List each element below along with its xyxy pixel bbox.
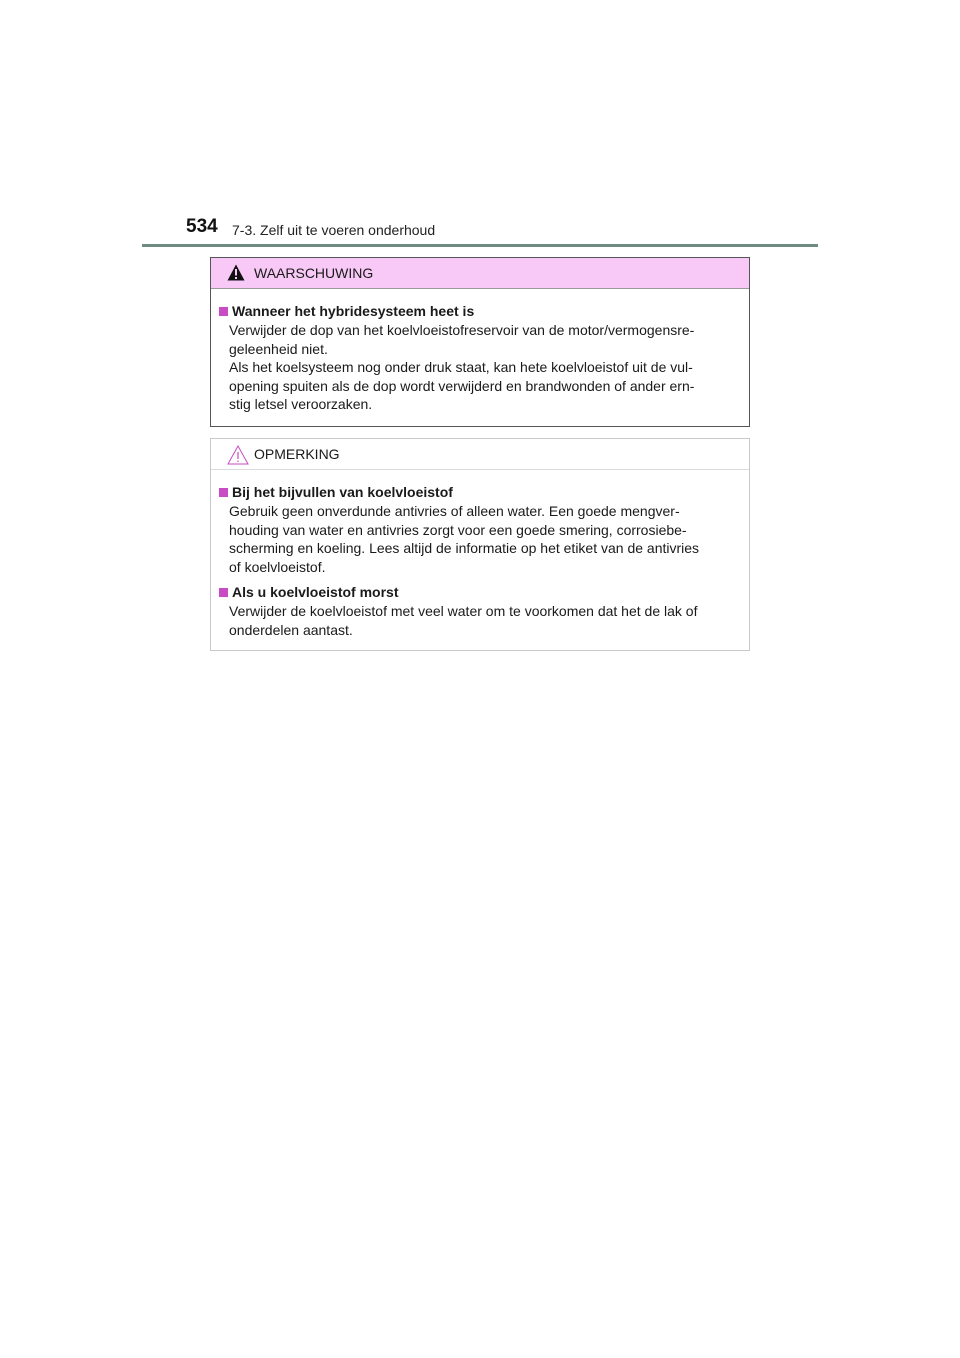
page-number: 534 [186, 216, 218, 237]
item-text [219, 502, 741, 576]
warning-box [210, 257, 750, 427]
text-line: Als het koelsysteem nog onder druk staat, kan hete koelvloeistof uit de vul- [229, 359, 693, 376]
text-line: onderdelen aantast. [229, 621, 353, 638]
text-line: scherming en koeling. Lees altijd de informatie op het etiket van de antivries [229, 540, 700, 557]
text-line: of koelvloeistof. [229, 558, 326, 575]
bullet-square-icon [219, 588, 228, 597]
bullet-square-icon [219, 488, 228, 497]
notice-title: OPMERKING [254, 446, 340, 462]
item-heading: Als u koelvloeistof morst [232, 584, 399, 601]
notice-triangle-outline-icon [227, 445, 249, 468]
header-rule [142, 244, 818, 247]
text-line: Verwijder de koelvloeistof met veel water om te voorkomen dat het de lak of [229, 603, 698, 620]
notice-item [219, 483, 741, 576]
section-title: 7-3. Zelf uit te voeren onderhoud [232, 222, 436, 238]
text-line: Verwijder de dop van het koelvloeistofreservoir van de motor/vermogensre- [229, 322, 695, 338]
notice-item [219, 583, 741, 639]
text-line: houding van water en antivries zorgt voor een goede smering, corrosiebe- [229, 521, 687, 538]
warning-item [219, 302, 741, 414]
warning-title: WAARSCHUWING [254, 265, 374, 281]
text-line: opening spuiten als de dop wordt verwijderd en brandwonden of ander ern- [229, 377, 695, 394]
warning-header [211, 258, 749, 289]
item-heading: Bij het bijvullen van koelvloeistof [232, 484, 453, 500]
warning-triangle-filled-icon [227, 264, 245, 284]
text-line: Gebruik geen onverdunde antivries of alleen water. Een goede mengver- [229, 503, 680, 519]
bullet-square-icon [219, 307, 228, 316]
notice-header [211, 439, 749, 470]
item-text [219, 321, 741, 414]
notice-box [210, 438, 750, 651]
item-heading: Wanneer het hybridesysteem heet is [232, 303, 475, 319]
text-line: geleenheid niet. [229, 340, 328, 357]
item-text [219, 602, 741, 639]
text-line: stig letsel veroorzaken. [229, 396, 373, 413]
